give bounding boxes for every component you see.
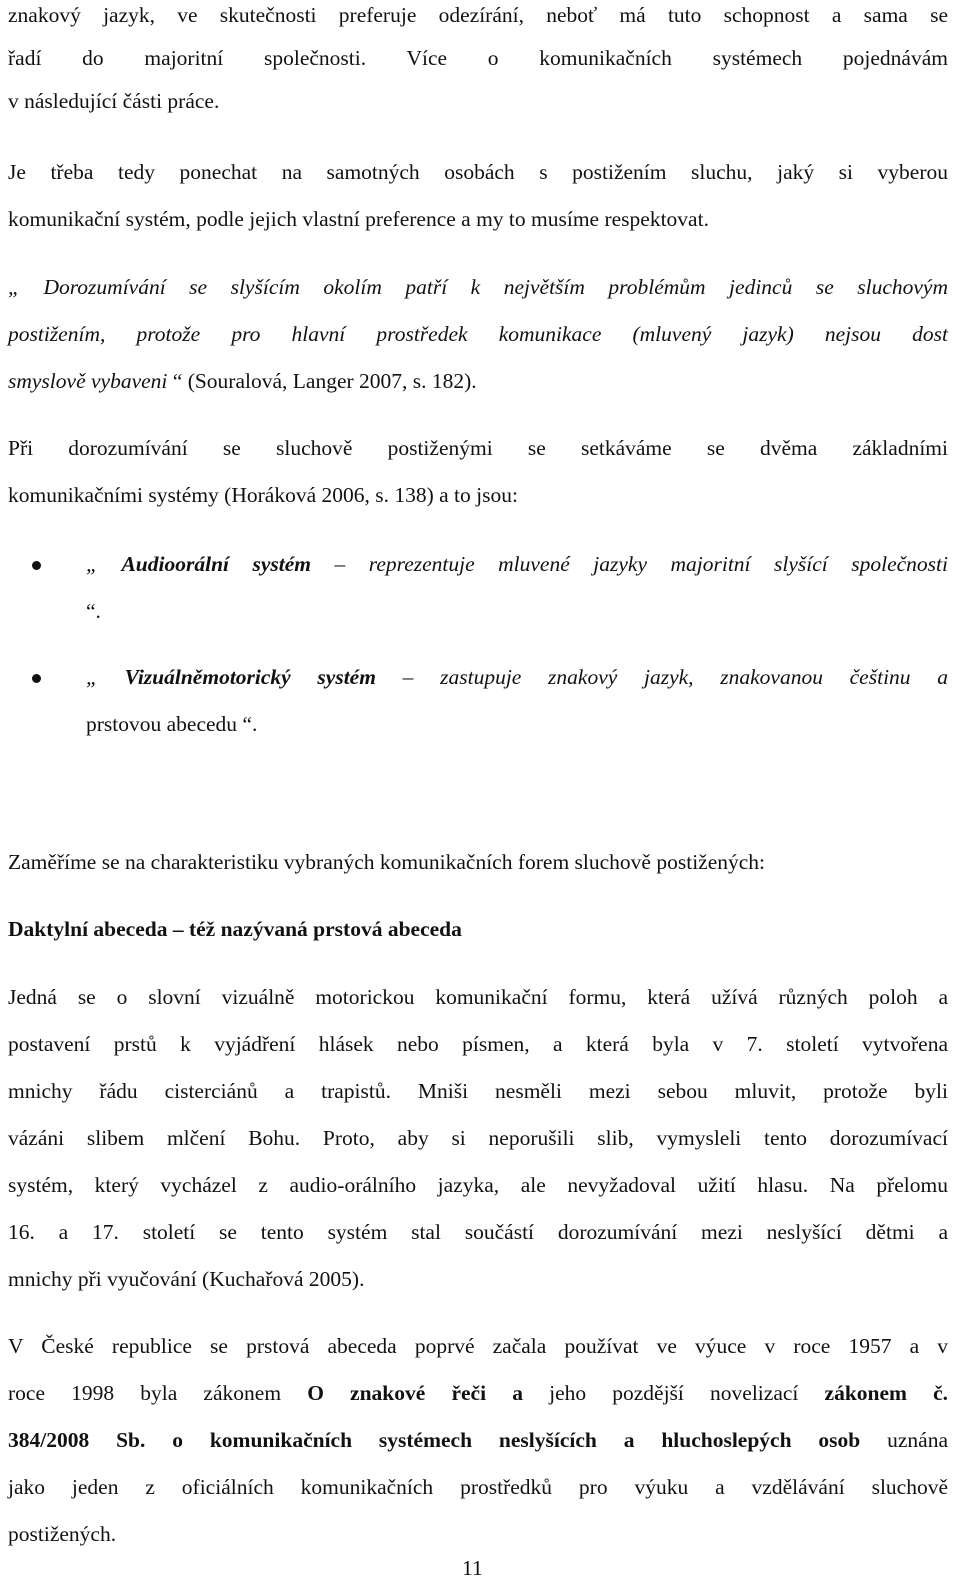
quote-line-2: postižením, protože pro hlavní prostředek komunikace (mluvený jazyk) nejsou dost — [8, 322, 948, 346]
p6-l2-text-a: roce 1998 byla zákonem — [8, 1381, 308, 1405]
bullet-2-line-2: prstovou abecedu “. — [86, 712, 258, 736]
paragraph-6-line-5: postižených. — [8, 1522, 117, 1546]
paragraph-5-line-5: systém, který vycházel z audio-orálního jazyka, ale nevyžadoval užití hlasu. Na přelomu — [8, 1173, 948, 1197]
bullet-1-description: – reprezentuje mluvené jazyky majoritní slyšící společnosti — [311, 552, 948, 576]
bullet-1-line-2: “. — [86, 599, 101, 623]
bullet-1-term: Audioorální systém — [121, 552, 312, 576]
paragraph-6-line-4: jako jeden z oficiálních komunikačních prostředků pro výuku a vzdělávání sluchově — [8, 1475, 948, 1499]
paragraph-1-line-1: znakový jazyk, ve skutečnosti preferuje odezírání, neboť má tuto schopnost a sama se — [8, 3, 948, 27]
law-title: O znakové řeči a — [307, 1381, 523, 1405]
quote-close-mark: “ — [167, 369, 188, 393]
paragraph-5-line-3: mnichy řádu cisterciánů a trapistů. Mniši nesměli mezi sebou mluvit, protože byli — [8, 1079, 948, 1103]
quote-line-1: „ Dorozumívání se slyšícím okolím patří k největším problémům jedinců se sluchovým — [8, 275, 948, 299]
bullet-2-description: – zastupuje znakový jazyk, znakovanou češtinu a — [375, 665, 948, 689]
paragraph-3-line-2: komunikačními systémy (Horáková 2006, s. 138) a to jsou: — [8, 483, 518, 507]
paragraph-5-line-1: Jedná se o slovní vizuálně motorickou komunikační formu, která užívá různých poloh a — [8, 985, 948, 1009]
paragraph-4: Zaměříme se na charakteristiku vybraných komunikačních forem sluchově postižených: — [8, 850, 766, 874]
law-number-start: zákonem č. — [824, 1381, 949, 1405]
bullet-2-open-quote: „ — [86, 665, 125, 689]
p6-l2-text-c: jeho pozdější novelizací — [522, 1381, 825, 1405]
paragraph-6-line-3 — [8, 1425, 948, 1455]
paragraph-1-line-3: v následující části práce. — [8, 89, 220, 113]
quote-line-3 — [8, 366, 948, 396]
law-reference: 384/2008 Sb. o komunikačních systémech neslyšících a hluchoslepých osob — [8, 1428, 861, 1452]
paragraph-1-line-2: řadí do majoritní společnosti. Více o komunikačních systémech pojednávám — [8, 46, 948, 70]
bullet-dot-1 — [32, 561, 41, 570]
paragraph-6-line-1: V České republice se prstová abeceda poprvé začala používat ve výuce v roce 1957 a v — [8, 1334, 948, 1358]
paragraph-3-line-1: Při dorozumívání se sluchově postiženými se setkáváme se dvěma základními — [8, 436, 948, 460]
paragraph-5-line-6: 16. a 17. století se tento systém stal součástí dorozumívání mezi neslyšící dětmi a — [8, 1220, 948, 1244]
p6-l3-text-b: uznána — [860, 1428, 948, 1452]
paragraph-5-line-4: vázáni slibem mlčení Bohu. Proto, aby si neporušili slib, vymysleli tento dorozumívací — [8, 1126, 948, 1150]
bullet-1-line-1 — [86, 549, 948, 579]
paragraph-5-line-2: postavení prstů k vyjádření hlásek nebo písmen, a která byla v 7. století vytvořena — [8, 1032, 948, 1056]
bullet-dot-2 — [32, 674, 41, 683]
paragraph-2-line-2: komunikační systém, podle jejich vlastní preference a my to musíme respektovat. — [8, 207, 709, 231]
paragraph-6-line-2 — [8, 1378, 948, 1408]
page-number: 11 — [462, 1556, 483, 1580]
paragraph-5-line-7: mnichy při vyučování (Kuchařová 2005). — [8, 1267, 365, 1291]
bullet-1-open-quote: „ — [86, 552, 122, 576]
quote-italic-end: smyslově vybaveni — [8, 369, 168, 393]
section-heading: Daktylní abeceda – též nazývaná prstová abeceda — [8, 917, 462, 941]
bullet-2-term: Vizuálněmotorický systém — [124, 665, 376, 689]
quote-citation: (Souralová, Langer 2007, s. 182). — [187, 369, 477, 393]
paragraph-2-line-1: Je třeba tedy ponechat na samotných osobách s postižením sluchu, jaký si vyberou — [8, 160, 948, 184]
bullet-2-line-1 — [86, 662, 948, 692]
